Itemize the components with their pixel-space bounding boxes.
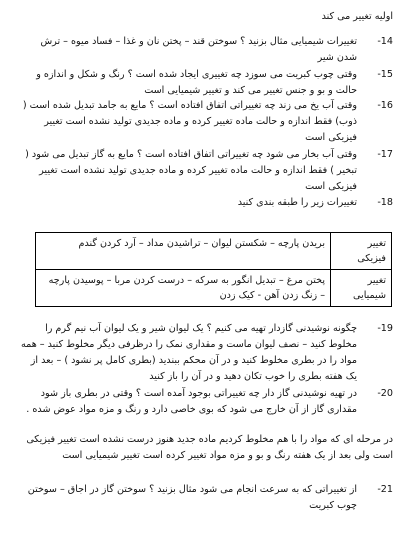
question-number: -20 [377, 388, 393, 399]
question-number: -15 [377, 69, 393, 80]
question-number: -18 [377, 197, 393, 208]
question-number: -16 [377, 100, 393, 111]
question-18 [20, 195, 393, 211]
intro-line: اولیه تغییر می کند [321, 11, 393, 22]
classification-table [35, 232, 392, 307]
question-text: تغییرات زیر را طبقه بندی کنید [237, 197, 357, 208]
question-21 [20, 482, 393, 514]
question-16 [20, 98, 393, 146]
question-number: -19 [377, 323, 393, 334]
table-cell-type: تغییر فیزیکی [331, 233, 392, 270]
table-cell-items: پختن مرغ – تبدیل انگور به سرکه – درست کردن مربا – پوسیدن پارچه – زنگ زدن آهن - کیک زدن [36, 270, 331, 307]
table-cell-type: تغییر شیمیایی [331, 270, 392, 307]
question-text: وقتی آب بخار می شود چه تغییراتی اتفاق افتاده است ؟ مایع به گاز تبدیل می شود ( تبخیر ) فقط اندازه و حالت ماده تغییر کرده و ماده جدیدی تولید نشده است تغییر فیزیکی است [25, 149, 357, 192]
paragraph: در مرحله ای که مواد را با هم مخلوط کردیم ماده جدید هنوز درست نشده است تغییر فیزیکی است ولی بعد از یک هفته رنگ و بو و مزه مواد تغییر کرده است تغییر شیمیایی است [26, 434, 393, 461]
question-number: -17 [377, 149, 393, 160]
question-text: وقتی آب یخ می زند چه تغییراتی اتفاق افتاده است ؟ مایع به جامد تبدیل شده است ( ذوب) فقط اندازه و حالت ماده تغییر کرده و ماده جدیدی تولید نشده است تغییر فیزیکی است [22, 100, 357, 143]
question-text: وقتی چوب کبریت می سوزد چه تغییری ایجاد شده است ؟ رنگ و شکل و اندازه و حالت و بو و جنس تغییر می کند و تغییر شیمیایی است [36, 69, 357, 96]
question-text: چگونه نوشیدنی گازدار تهیه می کنیم ؟ یک لیوان شیر و یک لیوان آب نیم گرم را مخلوط کنید – نصف لیوان ماست و مقداری نمک را درظرفی دیگر مخلوط کنید – همه مواد را در بطری مخلوط کنید و در آن محکم ببندید (بطری کامل پر نشود ) – بعد از یک هفته بطری را خوب تکان دهید و در آن را باز کنید [21, 323, 357, 382]
question-text: در تهیه نوشیدنی گاز دار چه تغییراتی بوجود آمده است ؟ وقتی در بطری باز شود مقداری گاز از آن خارج می شود که بوی خاصی دارد و رنگ و مزه مواد عوض شده . [26, 388, 357, 415]
table-row [36, 270, 392, 307]
question-text: تغییرات شیمیایی مثال بزنید ؟ سوختن قند – پختن نان و غذا – فساد میوه – ترش شدن شیر [40, 36, 357, 63]
question-number: -21 [377, 484, 393, 495]
table-cell-items: بریدن پارچه – شکستن لیوان – تراشیدن مداد – آرد کردن گندم [36, 233, 331, 270]
question-text: از تغییراتی که به سرعت انجام می شود مثال بزنید ؟ سوختن گاز در اجاق – سوختن چوب کبریت [27, 484, 357, 511]
question-17 [20, 147, 393, 195]
question-14 [20, 34, 393, 66]
question-19 [20, 321, 393, 385]
question-number: -14 [377, 36, 393, 47]
question-15 [20, 67, 393, 99]
question-20 [20, 386, 393, 418]
table-row [36, 233, 392, 270]
